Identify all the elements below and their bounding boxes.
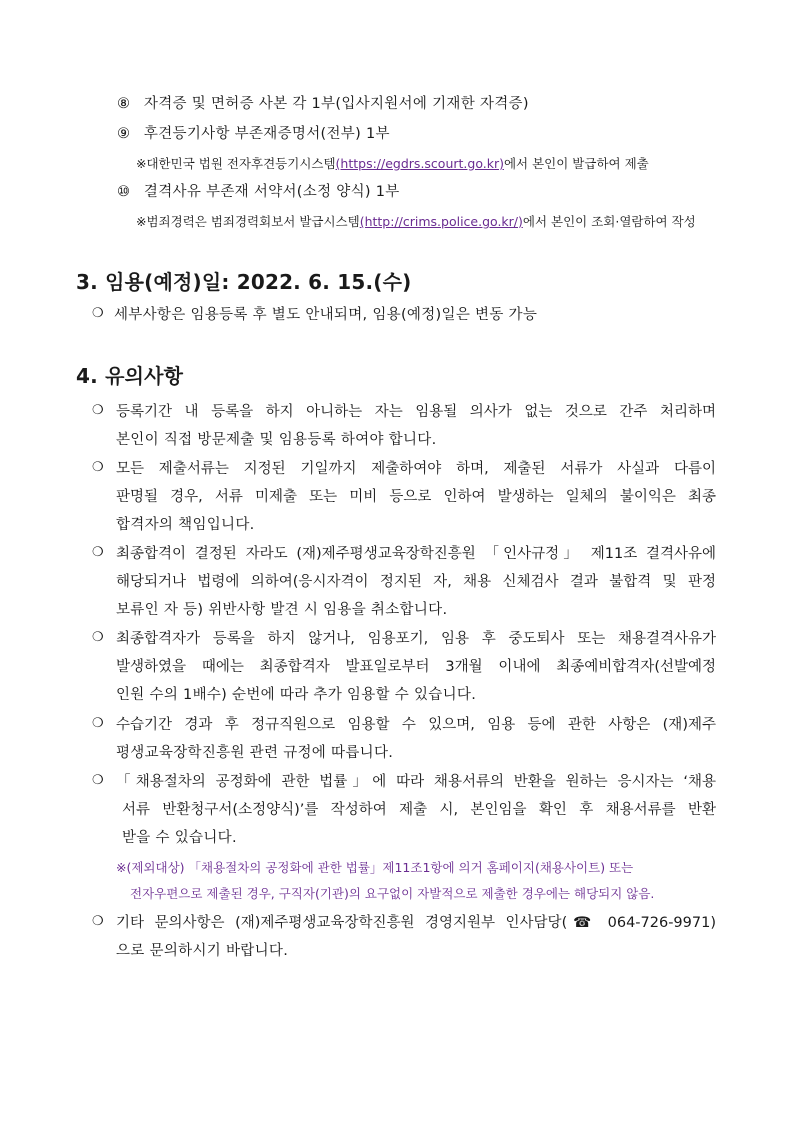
p1-line-1: 등록기간 내 등록을 하지 아니하는 자는 임용될 의사가 없는 것으로 간주 처리하며 xyxy=(116,404,716,420)
p7-line-2: 으로 문의하시기 바랍니다. xyxy=(116,943,289,959)
p5-line-2: 평생교육장학진흥원 관련 규정에 따릅니다. xyxy=(116,745,394,761)
p4-line-1: 최종합격자가 등록을 하지 않거나, 임용포기, 임용 후 중도퇴사 또는 채용결격사유가 xyxy=(116,631,716,647)
note-prefix: ※범죄경력은 범죄경력회보서 발급시스템 xyxy=(136,214,360,229)
note-suffix: 에서 본인이 발급하여 제출 xyxy=(503,156,649,171)
p6-line-1: 「채용절차의 공정화에 관한 법률」에 따라 채용서류의 반환을 원하는 응시자는 ‘채용 xyxy=(116,774,716,790)
p6-line-3: 받을 수 있습니다. xyxy=(122,830,237,846)
note-guardianship xyxy=(136,154,649,172)
p2-line-1: 모든 제출서류는 지정된 기일까지 제출하여야 하며, 제출된 서류가 사실과 다름이 xyxy=(116,461,716,477)
bullet-icon: ❍ xyxy=(92,773,104,788)
bullet-icon: ❍ xyxy=(92,403,104,418)
item-text: 후견등기사항 부존재증명서(전부) 1부 xyxy=(143,126,390,142)
bullet-icon: ❍ xyxy=(92,914,104,929)
bullet-icon: ❍ xyxy=(92,460,104,475)
list-item-8 xyxy=(117,92,529,113)
section-3-text: 세부사항은 임용등록 후 별도 안내되며, 임용(예정)일은 변동 가능 xyxy=(114,307,538,323)
bullet-icon: ❍ xyxy=(92,545,104,560)
p6-line-2: 서류 반환청구서(소정양식)’를 작성하여 제출 시, 본인임을 확인 후 채용서류를 반환 xyxy=(122,802,716,818)
p4-line-3: 인원 수의 1배수) 순번에 따라 추가 임용할 수 있습니다. xyxy=(116,687,477,703)
p3-line-2: 해당되거나 법령에 의하여(응시자격이 정지된 자, 채용 신체검사 결과 불합격 및 판정 xyxy=(116,574,716,590)
list-item-10 xyxy=(117,180,400,201)
exception-note-line-1: ※(제외대상) 「채용절차의 공정화에 관한 법률」제11조1항에 의거 홈페이지(채용사이트) 또는 xyxy=(116,860,634,875)
note-criminal-record xyxy=(136,212,696,230)
p4-line-2: 발생하였을 때에는 최종합격자 발표일로부터 3개월 이내에 최종예비합격자(선발예정 xyxy=(116,659,716,675)
item-number: ⑧ xyxy=(117,96,131,112)
item-number: ⑨ xyxy=(117,126,131,142)
section-4-heading: 4. 유의사항 xyxy=(76,364,184,388)
bullet-icon: ❍ xyxy=(92,630,104,645)
bullet-icon: ❍ xyxy=(92,716,104,731)
p3-line-1: 최종합격이 결정된 자라도 (재)제주평생교육장학진흥원 「인사규정」 제11조 결격사유에 xyxy=(116,546,716,562)
note-suffix: 에서 본인이 조회·열람하여 작성 xyxy=(522,214,696,229)
p2-line-2: 판명될 경우, 서류 미제출 또는 미비 등으로 인하여 발생하는 일체의 불이익은 최종 xyxy=(116,489,716,505)
section-3-heading: 3. 임용(예정)일: 2022. 6. 15.(수) xyxy=(76,270,412,294)
egdrs-link[interactable]: (https://egdrs.scourt.go.kr) xyxy=(335,156,504,171)
note-prefix: ※대한민국 법원 전자후견등기시스템 xyxy=(136,156,336,171)
crims-link[interactable]: (http://crims.police.go.kr/) xyxy=(359,214,523,229)
list-item-9 xyxy=(117,122,390,143)
item-text: 자격증 및 면허증 사본 각 1부(입사지원서에 기재한 자격증) xyxy=(143,96,529,112)
item-text: 결격사유 부존재 서약서(소정 양식) 1부 xyxy=(143,184,400,200)
p2-line-3: 합격자의 책임입니다. xyxy=(116,517,255,533)
p5-line-1: 수습기간 경과 후 정규직원으로 임용할 수 있으며, 임용 등에 관한 사항은 (재)제주 xyxy=(116,717,716,733)
p7-line-1: 기타 문의사항은 (재)제주평생교육장학진흥원 경영지원부 인사담당(☎ 064-726-9971) xyxy=(116,915,716,931)
bullet-icon: ❍ xyxy=(92,306,104,321)
p3-line-3: 보류인 자 등) 위반사항 발견 시 임용을 취소합니다. xyxy=(116,602,448,618)
item-number: ⑩ xyxy=(117,184,131,200)
p1-line-2: 본인이 직접 방문제출 및 임용등록 하여야 합니다. xyxy=(116,432,437,448)
exception-note-line-2: 전자우편으로 제출된 경우, 구직자(기관)의 요구없이 자발적으로 제출한 경우에는 해당되지 않음. xyxy=(130,886,655,901)
